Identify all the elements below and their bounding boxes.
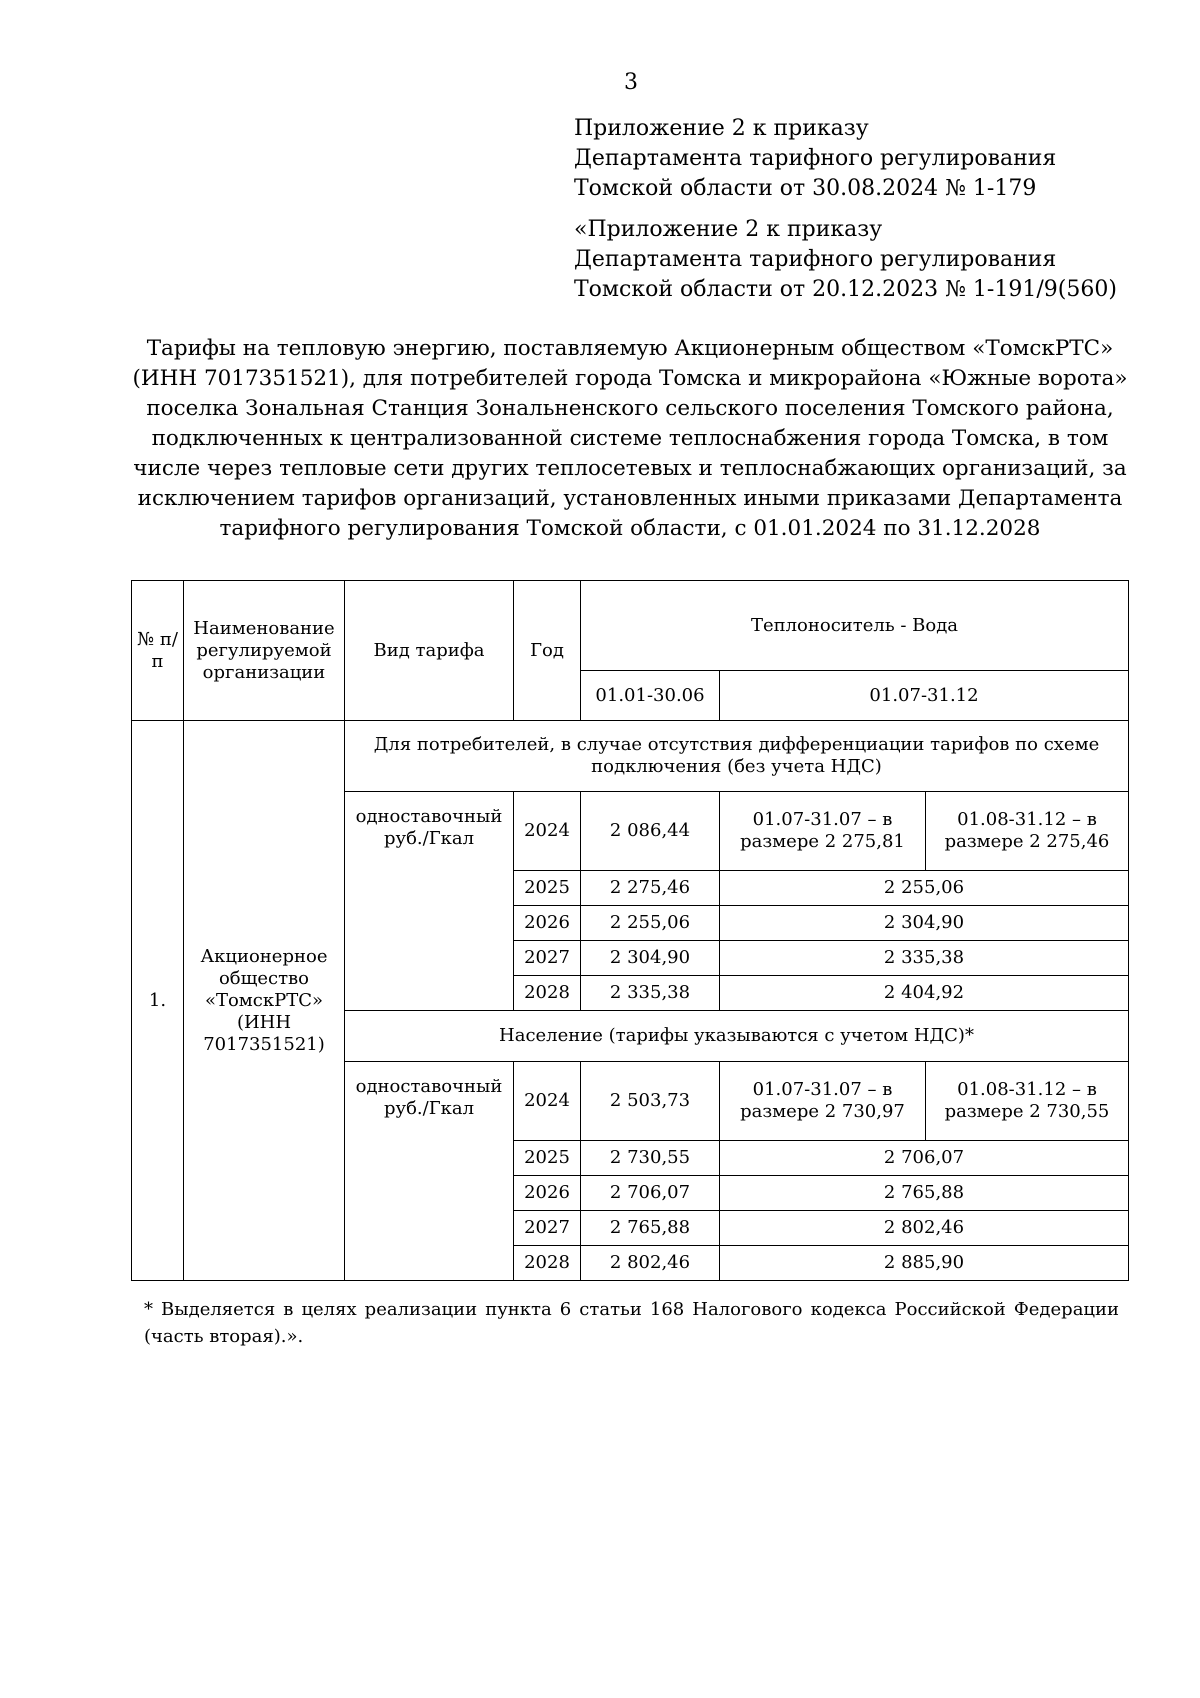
- document-title: [130, 334, 1130, 544]
- tariff-value: 2 730,55: [581, 1141, 720, 1176]
- tariff-value: 2 404,92: [720, 976, 1129, 1011]
- year-cell: 2027: [514, 1211, 581, 1246]
- title-line: числе через тепловые сети других теплосетевых и теплоснабжающих организаций, за: [133, 456, 1127, 481]
- tariff-type: одноставочный руб./Гкал: [345, 1062, 514, 1281]
- year-cell: 2028: [514, 976, 581, 1011]
- tariff-split-value: 01.07-31.07 – в размере 2 730,97: [720, 1062, 926, 1141]
- tariff-value: 2 304,90: [720, 906, 1129, 941]
- header-tariff-type: Вид тарифа: [345, 581, 514, 721]
- year-cell: 2027: [514, 941, 581, 976]
- appendix-line: Департамента тарифного регулирования: [574, 247, 1057, 272]
- title-line: подключенных к централизованной системе теплоснабжения города Томска, в том: [151, 426, 1109, 451]
- year-cell: 2024: [514, 792, 581, 871]
- tariff-type: одноставочный руб./Гкал: [345, 792, 514, 1011]
- tariff-value: 2 335,38: [720, 941, 1129, 976]
- tariff-value: 2 255,06: [581, 906, 720, 941]
- tariff-value: 2 275,46: [581, 871, 720, 906]
- tariff-split-value: 01.08-31.12 – в размере 2 275,46: [926, 792, 1129, 871]
- appendix-line: Департамента тарифного регулирования: [574, 146, 1057, 171]
- header-period-1: 01.01-30.06: [581, 671, 720, 721]
- tariff-value: 2 503,73: [581, 1062, 720, 1141]
- title-line: тарифного регулирования Томской области, с 01.01.2024 по 31.12.2028: [219, 516, 1041, 541]
- tariff-value: 2 765,88: [720, 1176, 1129, 1211]
- year-cell: 2024: [514, 1062, 581, 1141]
- page-number: 3: [624, 70, 638, 95]
- tariff-value: 2 802,46: [581, 1246, 720, 1281]
- title-line: (ИНН 7017351521), для потребителей города Томска и микрорайона «Южные ворота»: [132, 366, 1128, 391]
- tariff-split-value: 01.07-31.07 – в размере 2 275,81: [720, 792, 926, 871]
- tariff-table: [131, 580, 1129, 1281]
- header-period-2: 01.07-31.12: [720, 671, 1129, 721]
- title-line: Тарифы на тепловую энергию, поставляемую Акционерным обществом «ТомскРТС»: [146, 336, 1114, 361]
- tariff-value: 2 304,90: [581, 941, 720, 976]
- section-heading: Для потребителей, в случае отсутствия дифференциации тарифов по схеме подключения (без учета НДС): [345, 721, 1129, 792]
- appendix-line: «Приложение 2 к приказу: [574, 217, 883, 242]
- organization-name: Акционерное общество «ТомскРТС» (ИНН 7017351521): [184, 721, 345, 1281]
- header-year: Год: [514, 581, 581, 721]
- year-cell: 2025: [514, 871, 581, 906]
- tariff-value: 2 706,07: [720, 1141, 1129, 1176]
- title-line: исключением тарифов организаций, установленных иными приказами Департамента: [137, 486, 1123, 511]
- appendix-line: Приложение 2 к приказу: [574, 116, 869, 141]
- tariff-value: 2 706,07: [581, 1176, 720, 1211]
- tariff-value: 2 335,38: [581, 976, 720, 1011]
- header-carrier: Теплоноситель - Вода: [581, 581, 1129, 671]
- title-line: поселка Зональная Станция Зональненского сельского поселения Томского района,: [146, 396, 1114, 421]
- year-cell: 2026: [514, 906, 581, 941]
- tariff-value: 2 086,44: [581, 792, 720, 871]
- tariff-value: 2 802,46: [720, 1211, 1129, 1246]
- appendix-current: [574, 114, 1056, 204]
- row-number: 1.: [132, 721, 184, 1281]
- header-organization: Наименование регулируемой организации: [184, 581, 345, 721]
- tariff-value: 2 255,06: [720, 871, 1129, 906]
- header-num: № п/п: [132, 581, 184, 721]
- appendix-previous: [574, 215, 1117, 305]
- footnote: * Выделяется в целях реализации пункта 6 статьи 168 Налогового кодекса Российской Федерации (часть вторая).».: [144, 1299, 1119, 1347]
- year-cell: 2028: [514, 1246, 581, 1281]
- appendix-line: Томской области от 30.08.2024 № 1-179: [574, 176, 1037, 201]
- appendix-line: Томской области от 20.12.2023 № 1-191/9(560): [574, 277, 1117, 302]
- tariff-value: 2 765,88: [581, 1211, 720, 1246]
- tariff-split-value: 01.08-31.12 – в размере 2 730,55: [926, 1062, 1129, 1141]
- tariff-value: 2 885,90: [720, 1246, 1129, 1281]
- section-heading: Население (тарифы указываются с учетом НДС)*: [345, 1011, 1129, 1062]
- year-cell: 2026: [514, 1176, 581, 1211]
- year-cell: 2025: [514, 1141, 581, 1176]
